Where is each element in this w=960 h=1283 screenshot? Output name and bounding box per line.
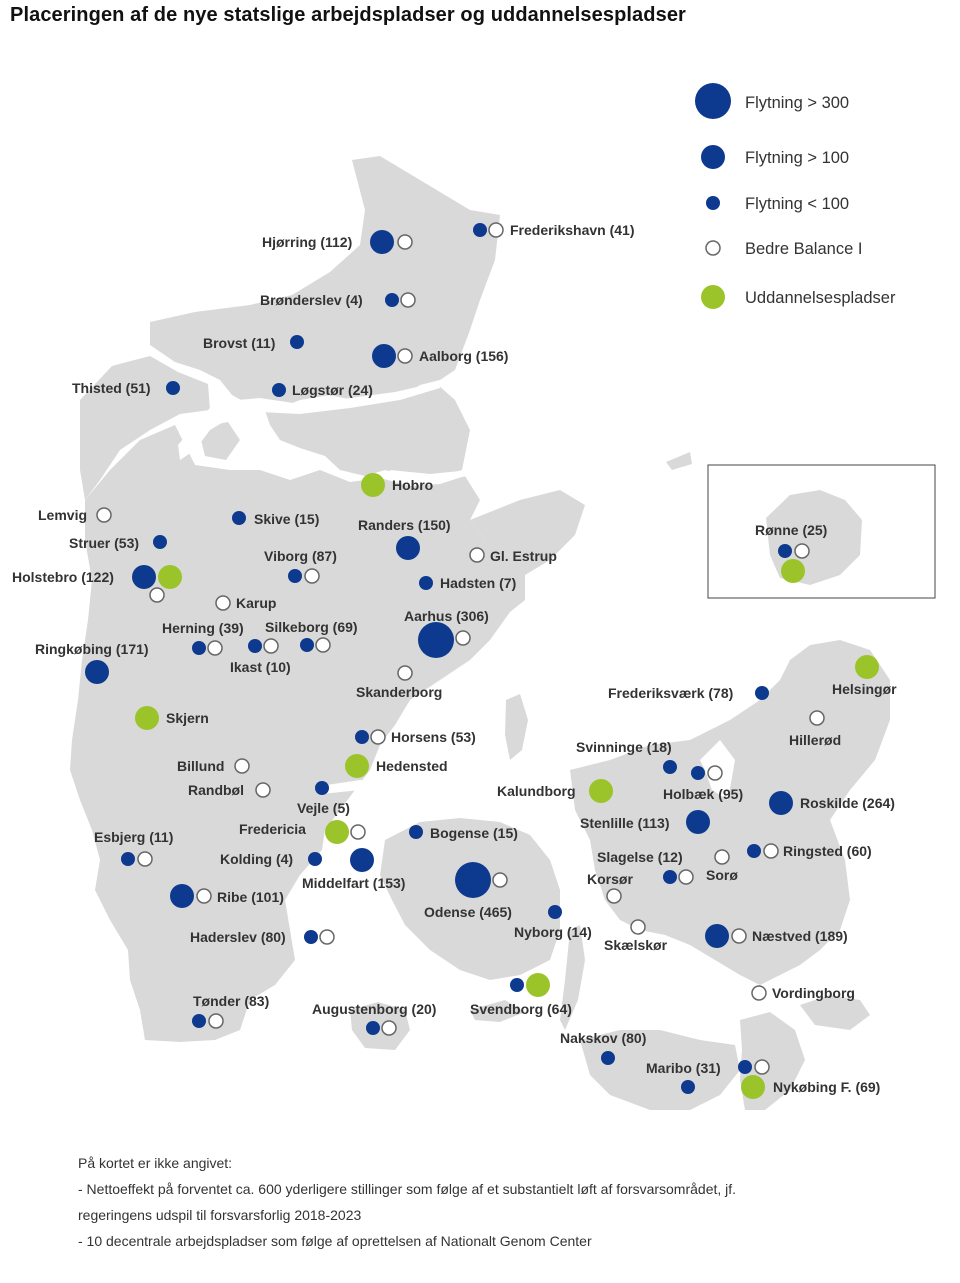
augustenborg-label: Augustenborg (20) bbox=[312, 1001, 437, 1017]
frederikshavn-balance-marker bbox=[489, 223, 503, 237]
lemvig-label: Lemvig bbox=[38, 507, 88, 523]
viborg-label: Viborg (87) bbox=[264, 548, 337, 564]
aalborg-medium-move-marker bbox=[372, 344, 396, 368]
nykobing-label: Nykøbing F. (69) bbox=[773, 1079, 881, 1095]
randbol-balance-marker bbox=[256, 783, 270, 797]
holstebro-education-marker bbox=[158, 565, 182, 589]
aarhus-large-move-marker bbox=[418, 622, 454, 658]
vejle-label: Vejle (5) bbox=[297, 800, 350, 816]
map-notes bbox=[78, 1150, 898, 1254]
notes-heading: På kortet er ikke angivet: bbox=[78, 1155, 233, 1171]
ringsted-label: Ringsted (60) bbox=[783, 843, 872, 859]
hobro-label: Hobro bbox=[392, 477, 434, 493]
silkeborg-label: Silkeborg (69) bbox=[265, 619, 358, 635]
korsor-label: Korsør bbox=[587, 871, 633, 887]
legend-marker-large bbox=[695, 83, 731, 119]
legend bbox=[695, 83, 896, 309]
vordingborg-label: Vordingborg bbox=[772, 985, 855, 1001]
skanderborg-label: Skanderborg bbox=[356, 684, 443, 700]
helsingor-label: Helsingør bbox=[832, 681, 897, 697]
notes-line-2: regeringens udspil til forsvarsforlig 2018-2023 bbox=[78, 1207, 362, 1223]
brovst-label: Brovst (11) bbox=[203, 335, 276, 351]
holstebro-medium-move-marker bbox=[132, 565, 156, 589]
randbol-label: Randbøl bbox=[188, 782, 244, 798]
nyborg-label: Nyborg (14) bbox=[514, 924, 592, 940]
holbaek-balance-marker bbox=[708, 766, 722, 780]
svendborg-small-move-marker bbox=[510, 978, 524, 992]
legend-label-edu: Uddannelsespladser bbox=[745, 289, 896, 307]
haderslev-small-move-marker bbox=[304, 930, 318, 944]
ikast-small-move-marker bbox=[248, 639, 262, 653]
ribe-medium-move-marker bbox=[170, 884, 194, 908]
hobro-education-marker bbox=[361, 473, 385, 497]
map-area bbox=[0, 40, 960, 1140]
hedensted-education-marker bbox=[345, 754, 369, 778]
bronderslev-small-move-marker bbox=[385, 293, 399, 307]
skjern-label: Skjern bbox=[166, 710, 209, 726]
frederiksvaerk-small-move-marker bbox=[755, 686, 769, 700]
fredericia-balance-marker bbox=[351, 825, 365, 839]
roskilde-label: Roskilde (264) bbox=[800, 795, 895, 811]
hadsten-label: Hadsten (7) bbox=[440, 575, 517, 591]
holstebro-balance-marker bbox=[150, 588, 164, 602]
skive-label: Skive (15) bbox=[254, 511, 320, 527]
viborg-small-move-marker bbox=[288, 569, 302, 583]
aalborg-balance-marker bbox=[398, 349, 412, 363]
maribo-small-move-marker bbox=[681, 1080, 695, 1094]
svendborg-education-marker bbox=[526, 973, 550, 997]
slagelse-label: Slagelse (12) bbox=[597, 849, 683, 865]
naestved-medium-move-marker bbox=[705, 924, 729, 948]
odense-large-move-marker bbox=[455, 862, 491, 898]
legend-label-balance: Bedre Balance I bbox=[745, 240, 863, 258]
holbaek-small-move-marker bbox=[691, 766, 705, 780]
skive-small-move-marker bbox=[232, 511, 246, 525]
land-samso bbox=[505, 694, 528, 760]
herning-balance-marker bbox=[208, 641, 222, 655]
haderslev-label: Haderslev (80) bbox=[190, 929, 286, 945]
augustenborg-balance-marker bbox=[382, 1021, 396, 1035]
tonder-balance-marker bbox=[209, 1014, 223, 1028]
skaelskor-balance-marker bbox=[631, 920, 645, 934]
ronne-label: Rønne (25) bbox=[755, 522, 828, 538]
aarhus-balance-marker bbox=[456, 631, 470, 645]
bronderslev-label: Brønderslev (4) bbox=[260, 292, 363, 308]
ringsted-balance-marker bbox=[764, 844, 778, 858]
nakskov-label: Nakskov (80) bbox=[560, 1030, 647, 1046]
herning-small-move-marker bbox=[192, 641, 206, 655]
middelfart-label: Middelfart (153) bbox=[302, 875, 406, 891]
odense-label: Odense (465) bbox=[424, 904, 512, 920]
middelfart-medium-move-marker bbox=[350, 848, 374, 872]
augustenborg-small-move-marker bbox=[366, 1021, 380, 1035]
karup-label: Karup bbox=[236, 595, 277, 611]
roskilde-medium-move-marker bbox=[769, 791, 793, 815]
logstor-label: Løgstør (24) bbox=[292, 382, 373, 398]
karup-balance-marker bbox=[216, 596, 230, 610]
logstor-small-move-marker bbox=[272, 383, 286, 397]
kalundborg-education-marker bbox=[589, 779, 613, 803]
horsens-balance-marker bbox=[371, 730, 385, 744]
hjorring-label: Hjørring (112) bbox=[262, 234, 353, 250]
soro-label: Sorø bbox=[706, 867, 738, 883]
land-funen bbox=[380, 818, 560, 980]
land-vendsyssel bbox=[150, 156, 500, 408]
horsens-small-move-marker bbox=[355, 730, 369, 744]
legend-marker-balance bbox=[706, 241, 720, 255]
stenlille-medium-move-marker bbox=[686, 810, 710, 834]
svinninge-label: Svinninge (18) bbox=[576, 739, 672, 755]
holstebro-label: Holstebro (122) bbox=[12, 569, 114, 585]
frederikshavn-label: Frederikshavn (41) bbox=[510, 222, 635, 238]
herning-label: Herning (39) bbox=[162, 620, 244, 636]
brovst-small-move-marker bbox=[290, 335, 304, 349]
denmark-map bbox=[0, 40, 960, 1140]
lemvig-balance-marker bbox=[97, 508, 111, 522]
ikast-balance-marker bbox=[264, 639, 278, 653]
skaelskor-label: Skælskør bbox=[604, 937, 668, 953]
maribo-label: Maribo (31) bbox=[646, 1060, 721, 1076]
slagelse-small-move-marker bbox=[663, 870, 677, 884]
aarhus-label: Aarhus (306) bbox=[404, 608, 489, 624]
silkeborg-balance-marker bbox=[316, 638, 330, 652]
notes-line-3: - 10 decentrale arbejdspladser som følge af oprettelsen af Nationalt Genom Center bbox=[78, 1233, 592, 1249]
land-anholt bbox=[666, 452, 692, 470]
notes-line-1: - Nettoeffekt på forventet ca. 600 yderligere stillinger som følge af et substantielt løft af forsvarsområdet, jf. bbox=[78, 1181, 737, 1197]
legend-label-medium: Flytning > 100 bbox=[745, 149, 850, 167]
legend-label-large: Flytning > 300 bbox=[745, 94, 850, 112]
bronderslev-balance-marker bbox=[401, 293, 415, 307]
billund-label: Billund bbox=[177, 758, 225, 774]
fredericia-label: Fredericia bbox=[239, 821, 306, 837]
billund-balance-marker bbox=[235, 759, 249, 773]
bogense-small-move-marker bbox=[409, 825, 423, 839]
silkeborg-small-move-marker bbox=[300, 638, 314, 652]
vordingborg-balance-marker bbox=[752, 986, 766, 1000]
nykobing-small-move-marker bbox=[738, 1060, 752, 1074]
esbjerg-small-move-marker bbox=[121, 852, 135, 866]
ringkobing-label: Ringkøbing (171) bbox=[35, 641, 149, 657]
hadsten-small-move-marker bbox=[419, 576, 433, 590]
randers-label: Randers (150) bbox=[358, 517, 451, 533]
viborg-balance-marker bbox=[305, 569, 319, 583]
helsingor-education-marker bbox=[855, 655, 879, 679]
korsor-balance-marker bbox=[607, 889, 621, 903]
skjern-education-marker bbox=[135, 706, 159, 730]
ronne-small-move-marker bbox=[778, 544, 792, 558]
ronne-education-marker bbox=[781, 559, 805, 583]
slagelse-balance-marker bbox=[679, 870, 693, 884]
kolding-label: Kolding (4) bbox=[220, 851, 294, 867]
svinninge-small-move-marker bbox=[663, 760, 677, 774]
ikast-label: Ikast (10) bbox=[230, 659, 291, 675]
hjorring-balance-marker bbox=[398, 235, 412, 249]
ronne-balance-marker bbox=[795, 544, 809, 558]
naestved-balance-marker bbox=[732, 929, 746, 943]
randers-medium-move-marker bbox=[396, 536, 420, 560]
ribe-label: Ribe (101) bbox=[217, 889, 284, 905]
thisted-small-move-marker bbox=[166, 381, 180, 395]
legend-marker-small bbox=[706, 196, 720, 210]
frederiksvaerk-label: Frederiksværk (78) bbox=[608, 685, 734, 701]
struer-small-move-marker bbox=[153, 535, 167, 549]
glestrup-label: Gl. Estrup bbox=[490, 548, 557, 564]
hjorring-medium-move-marker bbox=[370, 230, 394, 254]
odense-balance-marker bbox=[493, 873, 507, 887]
tonder-small-move-marker bbox=[192, 1014, 206, 1028]
nyborg-small-move-marker bbox=[548, 905, 562, 919]
map-title: Placeringen af de nye statslige arbejdspladser og uddannelsespladser bbox=[10, 4, 686, 26]
holbaek-label: Holbæk (95) bbox=[663, 786, 744, 802]
hillerod-label: Hillerød bbox=[789, 732, 842, 748]
ringkobing-medium-move-marker bbox=[85, 660, 109, 684]
skanderborg-balance-marker bbox=[398, 666, 412, 680]
hedensted-label: Hedensted bbox=[376, 758, 448, 774]
struer-label: Struer (53) bbox=[69, 535, 140, 551]
haderslev-balance-marker bbox=[320, 930, 334, 944]
frederikshavn-small-move-marker bbox=[473, 223, 487, 237]
bogense-label: Bogense (15) bbox=[430, 825, 518, 841]
kalundborg-label: Kalundborg bbox=[497, 783, 576, 799]
nakskov-small-move-marker bbox=[601, 1051, 615, 1065]
esbjerg-balance-marker bbox=[138, 852, 152, 866]
vejle-small-move-marker bbox=[315, 781, 329, 795]
kolding-small-move-marker bbox=[308, 852, 322, 866]
ringsted-small-move-marker bbox=[747, 844, 761, 858]
thisted-label: Thisted (51) bbox=[72, 380, 151, 396]
nykobing-education-marker bbox=[741, 1075, 765, 1099]
legend-label-small: Flytning < 100 bbox=[745, 195, 850, 213]
tonder-label: Tønder (83) bbox=[193, 993, 270, 1009]
svendborg-label: Svendborg (64) bbox=[470, 1001, 572, 1017]
stenlille-label: Stenlille (113) bbox=[580, 815, 670, 831]
ribe-balance-marker bbox=[197, 889, 211, 903]
glestrup-balance-marker bbox=[470, 548, 484, 562]
hillerod-balance-marker bbox=[810, 711, 824, 725]
legend-marker-edu bbox=[701, 285, 725, 309]
naestved-label: Næstved (189) bbox=[752, 928, 848, 944]
nykobing-balance-marker bbox=[755, 1060, 769, 1074]
esbjerg-label: Esbjerg (11) bbox=[94, 829, 174, 845]
legend-marker-medium bbox=[701, 145, 725, 169]
fredericia-education-marker bbox=[325, 820, 349, 844]
aalborg-label: Aalborg (156) bbox=[419, 348, 509, 364]
soro-balance-marker bbox=[715, 850, 729, 864]
horsens-label: Horsens (53) bbox=[391, 729, 476, 745]
